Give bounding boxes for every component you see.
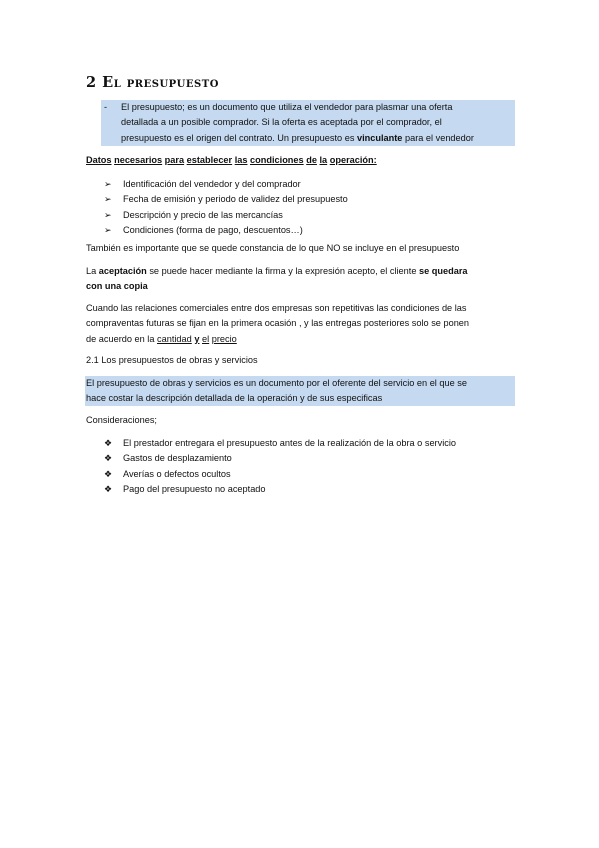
relaciones-line-2: compraventas futuras se fijan en la primera ocasión , y las entregas posteriores solo se ponen (86, 318, 470, 329)
paragraph-tambien: También es importante que se quede constancia de lo que NO se incluye en el presupuesto (86, 243, 460, 253)
relaciones-line-1: Cuando las relaciones comerciales entre dos empresas son repetitivas las condiciones de las (86, 303, 467, 313)
list-item (104, 467, 456, 482)
list-item-text: Condiciones (forma de pago, descuentos…) (123, 225, 303, 236)
underlined-word: precio (211, 333, 237, 344)
list-item-text: El prestador entregara el presupuesto antes de la realización de la obra o servicio (123, 438, 456, 448)
datos-word: operación: (329, 155, 377, 165)
list-item-text: Pago del presupuesto no aceptado (123, 484, 266, 495)
datos-word: necesarios (114, 155, 163, 165)
relaciones-text: de acuerdo en la (86, 333, 158, 344)
diamond-bullet-icon: ❖ (104, 438, 113, 448)
underlined-word: el (202, 333, 210, 344)
arrow-bullet-icon: ➢ (104, 209, 112, 220)
relaciones-line-3 (86, 332, 469, 347)
intro-line-2: detallada a un posible comprador. Si la oferta es aceptada por el comprador, el (121, 117, 442, 128)
intro-line-3 (121, 131, 474, 146)
intro-line-3-end: para el vendedor (402, 132, 474, 143)
aceptacion-line-1 (86, 264, 468, 279)
list-item-text: Gastos de desplazamiento (123, 453, 232, 464)
obras-line-1: El presupuesto de obras y servicios es un documento por el oferente del servicio en el que se (86, 378, 467, 388)
list-item (104, 436, 456, 451)
aceptacion-bold: con una copia (86, 281, 148, 292)
aceptacion-bold: aceptación (98, 266, 147, 276)
datos-heading (86, 153, 377, 168)
list-item-text: Identificación del vendedor y del comprador (123, 179, 301, 189)
datos-list (104, 177, 348, 239)
datos-word: establecer (186, 155, 233, 165)
aceptacion-line-2 (86, 279, 468, 294)
obras-paragraph (86, 376, 467, 407)
underlined-word: y (194, 333, 200, 344)
datos-word: las (234, 155, 248, 165)
consideraciones-label: Consideraciones; (86, 415, 157, 425)
aceptacion-text: se puede hacer mediante la firma y la expresión acepto, el cliente (146, 266, 419, 276)
consideraciones-list (104, 436, 456, 498)
list-item (104, 192, 348, 207)
list-item (104, 482, 456, 497)
datos-word: de (306, 155, 317, 165)
obras-line-2: hace costar la descripción detallada de la operación y de sus especificas (86, 393, 383, 404)
intro-paragraph (121, 100, 474, 146)
list-item-text: Fecha de emisión y periodo de validez del presupuesto (123, 194, 348, 205)
intro-line-3-start: presupuesto es el origen del contrato. Un presupuesto es (121, 132, 357, 143)
datos-word: Datos (86, 155, 112, 165)
aceptacion-text: La (86, 266, 99, 276)
list-item (104, 451, 456, 466)
list-item (104, 223, 348, 238)
list-item-text: Averías o defectos ocultos (123, 468, 231, 479)
intro-bold-vinculante: vinculante (356, 132, 403, 143)
sub-heading: 2.1 Los presupuestos de obras y servicios (86, 355, 258, 365)
section-heading: 2 El presupuesto (86, 74, 219, 91)
list-item (104, 177, 348, 192)
paragraph-relaciones (86, 301, 469, 347)
list-item-text: Descripción y precio de las mercancías (123, 209, 283, 220)
aceptacion-bold: se quedara (419, 266, 468, 276)
intro-dash: - (104, 102, 108, 112)
diamond-bullet-icon: ❖ (104, 484, 113, 495)
underlined-word: cantidad (157, 333, 192, 344)
arrow-bullet-icon: ➢ (104, 179, 112, 189)
arrow-bullet-icon: ➢ (104, 225, 112, 236)
arrow-bullet-icon: ➢ (104, 194, 112, 205)
diamond-bullet-icon: ❖ (104, 453, 113, 464)
paragraph-aceptacion (86, 264, 468, 295)
intro-line-1: El presupuesto; es un documento que utiliza el vendedor para plasmar una oferta (121, 102, 453, 112)
datos-word: para (164, 155, 185, 165)
datos-word: la (319, 155, 328, 165)
list-item (104, 208, 348, 223)
datos-word: condiciones (250, 155, 304, 165)
diamond-bullet-icon: ❖ (104, 468, 113, 479)
